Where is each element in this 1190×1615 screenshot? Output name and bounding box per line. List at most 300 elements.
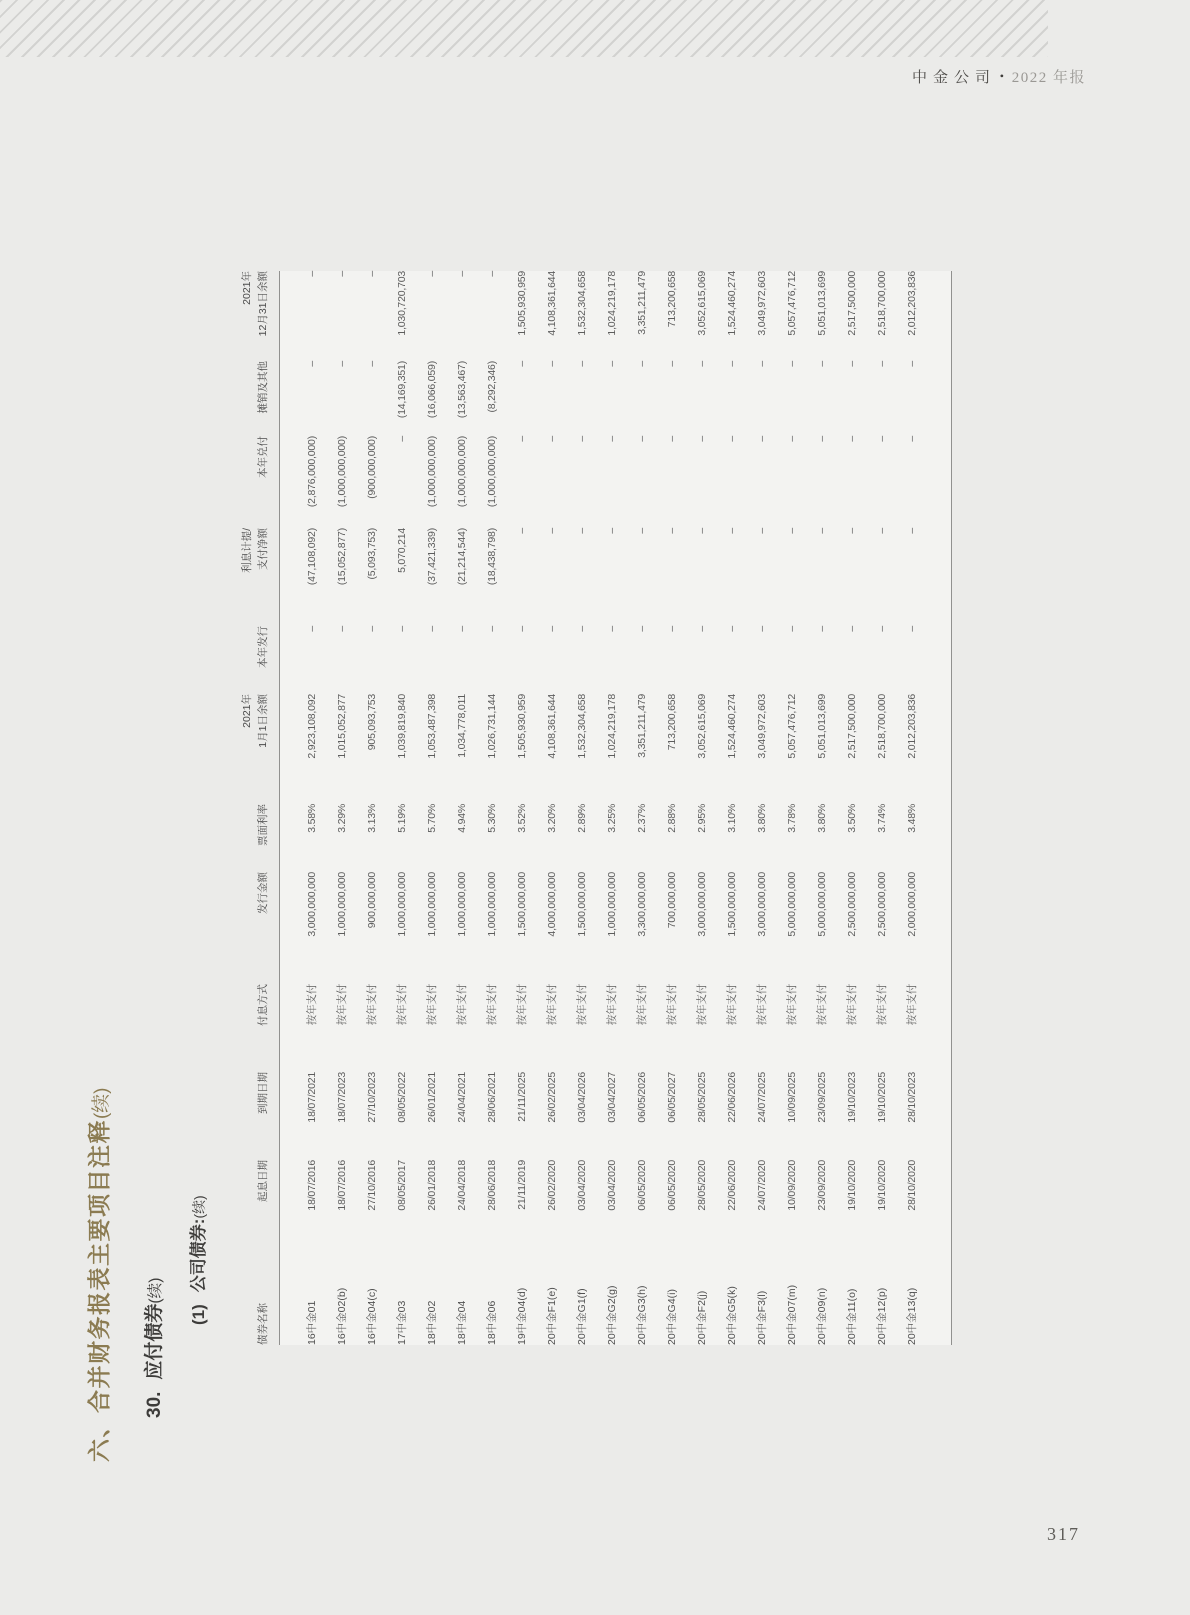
spacer-row [927, 271, 951, 1345]
cell-amortization_other: – [545, 361, 558, 367]
cell-interest_net: (18,438,798) [485, 528, 498, 586]
cell-value_date: 03/04/2020 [605, 1160, 618, 1211]
cell-maturity_date: 08/05/2022 [395, 1072, 408, 1123]
cell-value_date: 28/10/2020 [905, 1160, 918, 1211]
cell-interest_net: – [575, 528, 588, 534]
cell-maturity_date: 23/09/2025 [815, 1072, 828, 1123]
cell-interest_method: 按年支付 [395, 984, 408, 1026]
bond-row [537, 271, 567, 1345]
cell-coupon_rate: 5.19% [395, 804, 408, 833]
bond-row [777, 271, 807, 1345]
cell-balance_dec31: 2,518,700,000 [875, 271, 888, 336]
report-edition: 2022 年报 [1011, 70, 1086, 86]
cell-interest_net: (5,093,753) [365, 528, 378, 580]
cell-value_date: 28/06/2018 [485, 1160, 498, 1211]
cell-issue_amount: 3,000,000,000 [305, 872, 318, 937]
cell-issue_amount: 5,000,000,000 [815, 872, 828, 937]
cell-interest_method: 按年支付 [725, 984, 738, 1026]
cell-redeemed_this_year: – [515, 436, 528, 442]
col-header-balance_dec31: 2021年 12月31日余额 [205, 271, 279, 361]
cell-name: 20中金G3(h) [635, 1285, 648, 1345]
col-header-name: 债券名称 [205, 1250, 279, 1345]
col-header-balance_jan1: 2021年 1月1日余额 [205, 694, 279, 804]
cell-issued_this_year: – [875, 626, 888, 632]
cell-amortization_other: (8,292,346) [485, 361, 498, 413]
cell-name: 18中金06 [485, 1300, 498, 1345]
cell-name: 20中金G1(f) [575, 1288, 588, 1345]
cell-amortization_other: – [665, 361, 678, 367]
cell-balance_jan1: 1,026,731,144 [485, 694, 498, 759]
cell-balance_jan1: 4,108,361,644 [545, 694, 558, 759]
cell-balance_dec31: – [485, 271, 498, 277]
cell-coupon_rate: 3.13% [365, 804, 378, 833]
cell-issue_amount: 3,000,000,000 [755, 872, 768, 937]
cell-name: 18中金04 [455, 1300, 468, 1345]
cell-amortization_other: – [905, 361, 918, 367]
cell-maturity_date: 06/05/2027 [665, 1072, 678, 1123]
cell-value_date: 08/05/2017 [395, 1160, 408, 1211]
cell-maturity_date: 28/06/2021 [485, 1072, 498, 1123]
cell-amortization_other: – [815, 361, 828, 367]
item-number: 30. [144, 1391, 165, 1418]
cell-maturity_date: 10/09/2025 [785, 1072, 798, 1123]
cell-interest_method: 按年支付 [815, 984, 828, 1026]
cell-coupon_rate: 3.10% [725, 804, 738, 833]
cell-value_date: 22/06/2020 [725, 1160, 738, 1211]
cell-issue_amount: 2,000,000,000 [905, 872, 918, 937]
cell-value_date: 21/11/2019 [515, 1160, 528, 1210]
cell-redeemed_this_year: – [665, 436, 678, 442]
cell-redeemed_this_year: – [605, 436, 618, 442]
cell-redeemed_this_year: – [545, 436, 558, 442]
cell-redeemed_this_year: – [905, 436, 918, 442]
cell-value_date: 28/05/2020 [695, 1160, 708, 1211]
cell-coupon_rate: 3.74% [875, 804, 888, 833]
cell-issue_amount: 3,000,000,000 [695, 872, 708, 937]
cell-redeemed_this_year: (2,876,000,000) [305, 436, 318, 508]
cell-interest_method: 按年支付 [545, 984, 558, 1026]
subitem-number: (1) [189, 1304, 208, 1325]
cell-amortization_other: – [635, 361, 648, 367]
spacer-cell [927, 271, 951, 1345]
cell-balance_jan1: 905,093,753 [365, 694, 378, 751]
page-number: 317 [1047, 1524, 1080, 1544]
cell-balance_jan1: 1,505,930,959 [515, 694, 528, 759]
bond-row [717, 271, 747, 1345]
cell-interest_net: – [725, 528, 738, 534]
cell-balance_jan1: 1,024,219,178 [605, 694, 618, 759]
bond-row [357, 271, 387, 1345]
cell-maturity_date: 03/04/2027 [605, 1072, 618, 1123]
bond-row [387, 271, 417, 1345]
cell-interest_method: 按年支付 [695, 984, 708, 1026]
cell-balance_dec31: 1,532,304,658 [575, 271, 588, 336]
cell-balance_dec31: – [365, 271, 378, 277]
cell-redeemed_this_year: – [725, 436, 738, 442]
cell-issued_this_year: – [485, 626, 498, 632]
cell-issued_this_year: – [395, 626, 408, 632]
cell-redeemed_this_year: (1,000,000,000) [425, 436, 438, 508]
cell-balance_jan1: 3,351,211,479 [635, 694, 648, 758]
cell-amortization_other: (13,563,467) [455, 361, 468, 419]
cell-maturity_date: 28/05/2025 [695, 1072, 708, 1123]
cell-coupon_rate: 4.94% [455, 804, 468, 833]
bullet-separator: • [999, 69, 1004, 83]
cell-balance_dec31: 3,049,972,603 [755, 271, 768, 336]
cell-name: 20中金12(p) [875, 1287, 888, 1345]
bond-row [567, 271, 597, 1345]
cell-balance_dec31: – [455, 271, 468, 277]
cell-redeemed_this_year: – [755, 436, 768, 442]
cell-interest_net: – [605, 528, 618, 534]
bond-row [747, 271, 777, 1345]
cell-coupon_rate: 2.37% [635, 804, 648, 833]
cell-issued_this_year: – [365, 626, 378, 632]
cell-maturity_date: 06/05/2026 [635, 1072, 648, 1123]
cell-maturity_date: 21/11/2025 [515, 1072, 528, 1122]
cell-issued_this_year: – [455, 626, 468, 632]
cell-balance_dec31: 2,517,500,000 [845, 271, 858, 336]
cell-redeemed_this_year: – [875, 436, 888, 442]
cell-balance_jan1: 1,015,052,877 [335, 694, 348, 759]
cell-name: 20中金13(q) [905, 1287, 918, 1345]
cell-maturity_date: 27/10/2023 [365, 1072, 378, 1123]
bond-row [327, 271, 357, 1345]
cell-maturity_date: 19/10/2025 [875, 1072, 888, 1123]
cell-coupon_rate: 3.48% [905, 804, 918, 833]
cell-interest_method: 按年支付 [755, 984, 768, 1026]
cell-issue_amount: 1,000,000,000 [485, 872, 498, 937]
cell-balance_jan1: 1,039,819,840 [395, 694, 408, 759]
cell-redeemed_this_year: – [395, 436, 408, 442]
cell-redeemed_this_year: – [815, 436, 828, 442]
cell-interest_method: 按年支付 [485, 984, 498, 1026]
cell-interest_net: – [875, 528, 888, 534]
cell-coupon_rate: 3.80% [755, 804, 768, 833]
cell-amortization_other: – [605, 361, 618, 367]
cell-interest_method: 按年支付 [365, 984, 378, 1026]
cell-balance_jan1: 1,053,487,398 [425, 694, 438, 759]
cell-coupon_rate: 3.25% [605, 804, 618, 833]
cell-issue_amount: 1,000,000,000 [395, 872, 408, 937]
section-title-suffix: (续) [90, 1087, 111, 1119]
cell-interest_net: 5,070,214 [395, 528, 408, 573]
cell-coupon_rate: 3.50% [845, 804, 858, 833]
col-header-interest_method: 付息方式 [205, 984, 279, 1072]
col-header-amortization_other: 摊销及其他 [205, 361, 279, 436]
cell-balance_dec31: 3,052,615,069 [695, 271, 708, 336]
cell-balance_dec31: 4,108,361,644 [545, 271, 558, 336]
cell-coupon_rate: 3.78% [785, 804, 798, 833]
cell-redeemed_this_year: – [575, 436, 588, 442]
cell-maturity_date: 19/10/2023 [845, 1072, 858, 1123]
bond-table-body [279, 271, 951, 1345]
bond-row [597, 271, 627, 1345]
cell-name: 18中金02 [425, 1300, 438, 1345]
cell-balance_jan1: 713,200,658 [665, 694, 678, 751]
col-header-coupon_rate: 票面利率 [205, 804, 279, 872]
cell-issue_amount: 4,000,000,000 [545, 872, 558, 937]
cell-balance_dec31: 3,351,211,479 [635, 271, 648, 335]
cell-name: 20中金G5(k) [725, 1286, 738, 1345]
cell-amortization_other: – [305, 361, 318, 367]
cell-redeemed_this_year: – [695, 436, 708, 442]
subitem-title-suffix: (续) [191, 1195, 207, 1219]
bond-row [837, 271, 867, 1345]
cell-interest_method: 按年支付 [305, 984, 318, 1026]
cell-issue_amount: 5,000,000,000 [785, 872, 798, 937]
cell-issued_this_year: – [425, 626, 438, 632]
cell-value_date: 26/02/2020 [545, 1160, 558, 1211]
company-name: 中金公司 [912, 70, 997, 86]
cell-maturity_date: 18/07/2023 [335, 1072, 348, 1123]
cell-interest_net: – [635, 528, 648, 534]
cell-name: 16中金01 [305, 1300, 318, 1345]
bond-row [627, 271, 657, 1345]
cell-issue_amount: 1,000,000,000 [605, 872, 618, 937]
cell-coupon_rate: 3.58% [305, 804, 318, 833]
bond-table [205, 271, 952, 1345]
cell-value_date: 24/04/2018 [455, 1160, 468, 1211]
col-header-interest_net: 利息计提/ 支付净额 [205, 528, 279, 626]
cell-issued_this_year: – [785, 626, 798, 632]
cell-balance_dec31: 713,200,658 [665, 271, 678, 328]
cell-issue_amount: 1,500,000,000 [575, 872, 588, 937]
cell-redeemed_this_year: – [635, 436, 648, 442]
cell-interest_method: 按年支付 [665, 984, 678, 1026]
cell-interest_method: 按年支付 [635, 984, 648, 1026]
cell-interest_net: – [755, 528, 768, 534]
section-title [81, 1088, 114, 1462]
cell-issued_this_year: – [545, 626, 558, 632]
bond-row [807, 271, 837, 1345]
cell-balance_dec31: 5,051,013,699 [815, 271, 828, 336]
cell-interest_method: 按年支付 [845, 984, 858, 1026]
cell-interest_method: 按年支付 [515, 984, 528, 1026]
cell-coupon_rate: 3.20% [545, 804, 558, 833]
cell-coupon_rate: 3.80% [815, 804, 828, 833]
cell-redeemed_this_year: – [845, 436, 858, 442]
cell-amortization_other: (14,169,351) [395, 361, 408, 419]
cell-redeemed_this_year: – [785, 436, 798, 442]
cell-coupon_rate: 3.52% [515, 804, 528, 833]
cell-issued_this_year: – [305, 626, 318, 632]
item-title-text: 应付债券 [144, 1303, 165, 1380]
cell-balance_jan1: 3,052,615,069 [695, 694, 708, 759]
cell-amortization_other: – [755, 361, 768, 367]
cell-balance_dec31: – [305, 271, 318, 277]
cell-name: 16中金04(c) [365, 1288, 378, 1345]
cell-redeemed_this_year: (1,000,000,000) [485, 436, 498, 508]
cell-interest_net: – [545, 528, 558, 534]
cell-interest_method: 按年支付 [905, 984, 918, 1026]
cell-coupon_rate: 3.29% [335, 804, 348, 833]
cell-coupon_rate: 5.30% [485, 804, 498, 833]
cell-balance_jan1: 3,049,972,603 [755, 694, 768, 759]
rotated-content [45, 50, 1015, 1470]
cell-value_date: 26/01/2018 [425, 1160, 438, 1211]
cell-interest_net: – [515, 528, 528, 534]
cell-issue_amount: 1,000,000,000 [335, 872, 348, 937]
cell-interest_net: – [905, 528, 918, 534]
cell-value_date: 18/07/2016 [305, 1160, 318, 1211]
col-header-maturity_date: 到期日期 [205, 1072, 279, 1160]
cell-redeemed_this_year: (1,000,000,000) [335, 436, 348, 508]
cell-value_date: 18/07/2016 [335, 1160, 348, 1211]
bond-row [867, 271, 897, 1345]
cell-issued_this_year: – [575, 626, 588, 632]
subitem-title-text: 公司债券: [189, 1218, 208, 1293]
cell-balance_jan1: 1,532,304,658 [575, 694, 588, 759]
cell-value_date: 19/10/2020 [875, 1160, 888, 1211]
cell-value_date: 06/05/2020 [635, 1160, 648, 1211]
cell-maturity_date: 18/07/2021 [305, 1072, 318, 1123]
cell-issue_amount: 1,500,000,000 [725, 872, 738, 937]
cell-name: 19中金04(d) [515, 1287, 528, 1345]
cell-interest_net: (15,052,877) [335, 528, 348, 586]
cell-name: 20中金07(m) [785, 1284, 798, 1345]
cell-interest_net: – [785, 528, 798, 534]
cell-issue_amount: 1,000,000,000 [455, 872, 468, 937]
cell-amortization_other: – [695, 361, 708, 367]
cell-amortization_other: – [725, 361, 738, 367]
cell-value_date: 24/07/2020 [755, 1160, 768, 1211]
cell-balance_jan1: 2,012,203,836 [905, 694, 918, 759]
cell-interest_net: – [815, 528, 828, 534]
cell-balance_dec31: 2,012,203,836 [905, 271, 918, 336]
cell-amortization_other: (16,066,059) [425, 361, 438, 419]
cell-redeemed_this_year: (900,000,000) [365, 436, 378, 499]
item-title-suffix: (续) [147, 1277, 164, 1304]
cell-balance_dec31: 5,057,476,712 [785, 271, 798, 336]
cell-maturity_date: 26/01/2021 [425, 1072, 438, 1123]
cell-issue_amount: 1,500,000,000 [515, 872, 528, 937]
cell-issued_this_year: – [725, 626, 738, 632]
cell-name: 20中金F2(j) [695, 1290, 708, 1345]
cell-interest_method: 按年支付 [425, 984, 438, 1026]
section-title-text: 六、合并财务报表主要项目注释 [86, 1119, 112, 1462]
col-header-issue_amount: 发行金额 [205, 872, 279, 984]
cell-balance_dec31: 1,524,460,274 [725, 271, 738, 336]
cell-balance_jan1: 5,051,013,699 [815, 694, 828, 759]
cell-issue_amount: 1,000,000,000 [425, 872, 438, 937]
cell-interest_method: 按年支付 [605, 984, 618, 1026]
cell-interest_method: 按年支付 [875, 984, 888, 1026]
cell-value_date: 19/10/2020 [845, 1160, 858, 1211]
bond-row [657, 271, 687, 1345]
cell-value_date: 27/10/2016 [365, 1160, 378, 1211]
cell-balance_jan1: 1,034,778,011 [455, 694, 468, 758]
cell-issue_amount: 2,500,000,000 [875, 872, 888, 937]
cell-name: 20中金G4(i) [665, 1288, 678, 1345]
cell-amortization_other: – [875, 361, 888, 367]
cell-maturity_date: 22/06/2026 [725, 1072, 738, 1123]
cell-issued_this_year: – [815, 626, 828, 632]
cell-maturity_date: 03/04/2026 [575, 1072, 588, 1123]
cell-coupon_rate: 2.88% [665, 804, 678, 833]
cell-interest_net: – [845, 528, 858, 534]
cell-balance_jan1: 2,517,500,000 [845, 694, 858, 759]
cell-interest_net: – [695, 528, 708, 534]
cell-maturity_date: 24/04/2021 [455, 1072, 468, 1123]
cell-interest_net: (37,421,339) [425, 528, 438, 586]
col-header-value_date: 起息日期 [205, 1160, 279, 1250]
cell-redeemed_this_year: (1,000,000,000) [455, 436, 468, 508]
bond-row [417, 271, 447, 1345]
cell-issued_this_year: – [845, 626, 858, 632]
cell-interest_method: 按年支付 [455, 984, 468, 1026]
cell-issued_this_year: – [755, 626, 768, 632]
cell-maturity_date: 26/02/2025 [545, 1072, 558, 1123]
cell-value_date: 10/09/2020 [785, 1160, 798, 1211]
cell-coupon_rate: 2.89% [575, 804, 588, 833]
cell-balance_dec31: 1,505,930,959 [515, 271, 528, 336]
cell-interest_method: 按年支付 [785, 984, 798, 1026]
cell-issue_amount: 900,000,000 [365, 872, 378, 929]
bond-row [477, 271, 507, 1345]
cell-maturity_date: 28/10/2023 [905, 1072, 918, 1123]
bond-row [447, 271, 477, 1345]
cell-name: 17中金03 [395, 1300, 408, 1345]
item-title [139, 1278, 166, 1418]
cell-interest_net: (47,108,092) [305, 528, 318, 586]
cell-issued_this_year: – [905, 626, 918, 632]
cell-value_date: 06/05/2020 [665, 1160, 678, 1211]
cell-amortization_other: – [335, 361, 348, 367]
cell-amortization_other: – [515, 361, 528, 367]
cell-name: 20中金F3(l) [755, 1290, 768, 1345]
cell-coupon_rate: 5.70% [425, 804, 438, 833]
cell-balance_dec31: – [335, 271, 348, 277]
cell-name: 20中金G2(g) [605, 1285, 618, 1345]
bond-table-header [205, 271, 279, 1345]
cell-interest_net: – [665, 528, 678, 534]
cell-value_date: 23/09/2020 [815, 1160, 828, 1211]
bond-row [687, 271, 717, 1345]
cell-interest_method: 按年支付 [575, 984, 588, 1026]
col-header-issued_this_year: 本年发行 [205, 626, 279, 694]
cell-interest_net: (21,214,544) [455, 528, 468, 586]
cell-issued_this_year: – [665, 626, 678, 632]
cell-issue_amount: 700,000,000 [665, 872, 678, 929]
cell-coupon_rate: 2.95% [695, 804, 708, 833]
bond-row [897, 271, 927, 1345]
cell-balance_jan1: 2,923,108,092 [305, 694, 318, 759]
cell-interest_method: 按年支付 [335, 984, 348, 1026]
cell-issued_this_year: – [335, 626, 348, 632]
cell-name: 16中金02(b) [335, 1287, 348, 1345]
bond-row [297, 271, 327, 1345]
cell-issued_this_year: – [695, 626, 708, 632]
cell-balance_dec31: – [425, 271, 438, 277]
bond-row [507, 271, 537, 1345]
cell-amortization_other: – [845, 361, 858, 367]
col-header-redeemed_this_year: 本年兑付 [205, 436, 279, 528]
cell-amortization_other: – [785, 361, 798, 367]
cell-issue_amount: 2,500,000,000 [845, 872, 858, 937]
cell-value_date: 03/04/2020 [575, 1160, 588, 1211]
cell-issued_this_year: – [605, 626, 618, 632]
hatch-pattern [0, 0, 1048, 57]
spacer-cell [279, 271, 297, 1345]
cell-name: 20中金F1(e) [545, 1287, 558, 1345]
cell-issued_this_year: – [515, 626, 528, 632]
cell-maturity_date: 24/07/2025 [755, 1072, 768, 1123]
cell-balance_jan1: 5,057,476,712 [785, 694, 798, 759]
cell-amortization_other: – [575, 361, 588, 367]
cell-balance_dec31: 1,030,720,703 [395, 271, 408, 336]
cell-amortization_other: – [365, 361, 378, 367]
